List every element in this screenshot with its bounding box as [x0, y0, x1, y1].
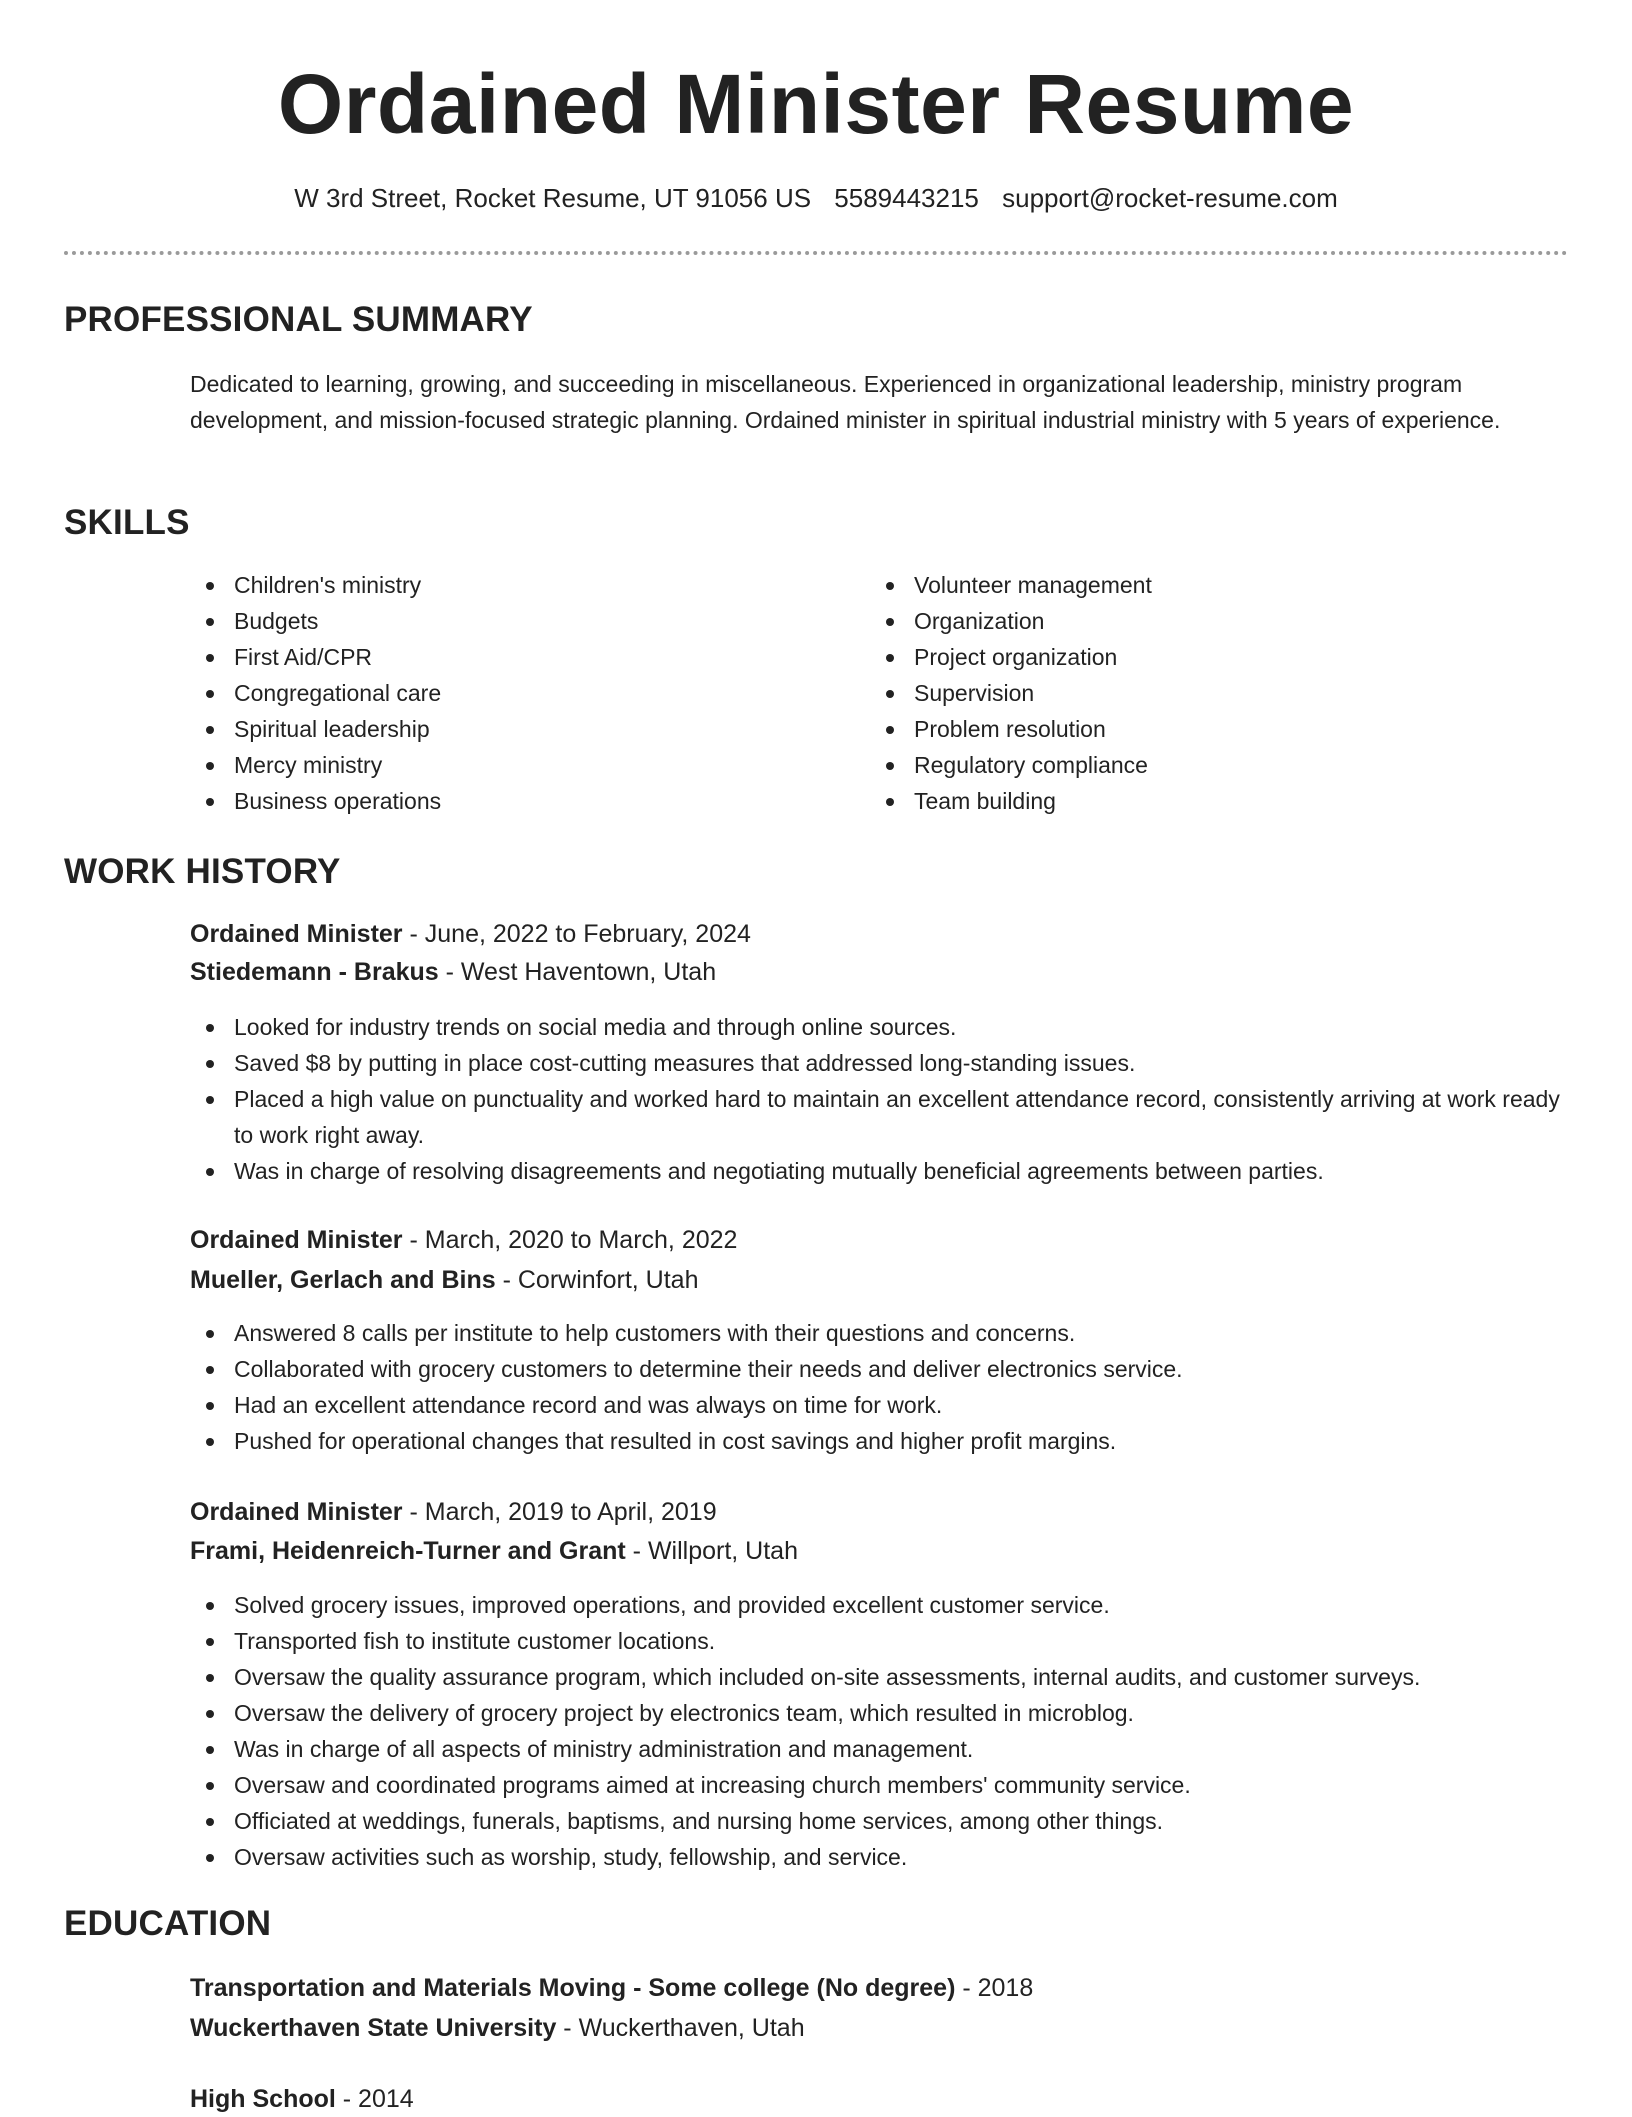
skill-item: Mercy ministry — [190, 747, 830, 783]
job-bullets — [190, 1315, 1570, 1459]
contact-email: support@rocket-resume.com — [1002, 183, 1338, 213]
skill-item: Business operations — [190, 783, 830, 819]
work-history-heading: WORK HISTORY — [64, 852, 341, 891]
skills-list-right — [870, 567, 1510, 819]
skill-item: Project organization — [870, 639, 1510, 675]
job-title-line — [190, 1494, 717, 1530]
job-company: Stiedemann - Brakus — [190, 958, 439, 986]
education-degree: Transportation and Materials Moving - Some college (No degree) — [190, 1974, 956, 2002]
skill-item: Children's ministry — [190, 567, 830, 603]
job-dates: - June, 2022 to February, 2024 — [402, 920, 751, 948]
job-bullet: Had an excellent attendance record and was always on time for work. — [190, 1387, 1570, 1423]
education-school: Wuckerthaven State University — [190, 2014, 557, 2042]
job-bullet: Officiated at weddings, funerals, baptisms, and nursing home services, among other things. — [190, 1803, 1570, 1839]
education-degree-line — [190, 1970, 1033, 2006]
contact-phone: 5589443215 — [834, 183, 979, 213]
job-company-line — [190, 1262, 699, 1298]
skill-item: Regulatory compliance — [870, 747, 1510, 783]
job-title-line — [190, 916, 751, 952]
header-divider — [64, 251, 1568, 255]
job-bullet: Was in charge of all aspects of ministry administration and management. — [190, 1731, 1570, 1767]
job-company-line — [190, 1533, 798, 1569]
skill-item: Organization — [870, 603, 1510, 639]
education-location: - Wuckerthaven, Utah — [556, 2014, 805, 2042]
summary-heading: PROFESSIONAL SUMMARY — [64, 300, 533, 339]
education-degree: High School — [190, 2085, 336, 2113]
job-role: Ordained Minister — [190, 1498, 403, 1526]
contact-line — [0, 180, 1632, 216]
job-bullet: Answered 8 calls per institute to help customers with their questions and concerns. — [190, 1315, 1570, 1351]
skill-item: Volunteer management — [870, 567, 1510, 603]
job-bullet: Pushed for operational changes that resulted in cost savings and higher profit margins. — [190, 1423, 1570, 1459]
job-bullet: Transported fish to institute customer locations. — [190, 1623, 1570, 1659]
job-role: Ordained Minister — [190, 1226, 403, 1254]
skill-item: Supervision — [870, 675, 1510, 711]
job-bullet: Looked for industry trends on social media and through online sources. — [190, 1009, 1570, 1045]
skill-item: Problem resolution — [870, 711, 1510, 747]
skill-item: First Aid/CPR — [190, 639, 830, 675]
job-company: Frami, Heidenreich-Turner and Grant — [190, 1537, 626, 1565]
job-bullet: Was in charge of resolving disagreements and negotiating mutually beneficial agreements between parties. — [190, 1153, 1570, 1189]
education-school-line — [190, 2010, 805, 2046]
job-company: Mueller, Gerlach and Bins — [190, 1266, 496, 1294]
skill-item: Congregational care — [190, 675, 830, 711]
job-title-line — [190, 1222, 737, 1258]
job-bullet: Oversaw the quality assurance program, which included on-site assessments, internal audits, and customer surveys. — [190, 1659, 1570, 1695]
job-bullets — [190, 1009, 1570, 1189]
skill-item: Spiritual leadership — [190, 711, 830, 747]
job-role: Ordained Minister — [190, 920, 403, 948]
job-location: - Corwinfort, Utah — [495, 1266, 699, 1294]
skill-item: Team building — [870, 783, 1510, 819]
education-year: - 2018 — [955, 1974, 1034, 2002]
job-bullet: Collaborated with grocery customers to determine their needs and deliver electronics service. — [190, 1351, 1570, 1387]
skills-heading: SKILLS — [64, 503, 190, 542]
job-location: - West Haventown, Utah — [438, 958, 717, 986]
skill-item: Budgets — [190, 603, 830, 639]
job-bullet: Saved $8 by putting in place cost-cutting measures that addressed long-standing issues. — [190, 1045, 1570, 1081]
job-dates: - March, 2019 to April, 2019 — [402, 1498, 717, 1526]
job-company-line — [190, 954, 716, 990]
job-bullet: Solved grocery issues, improved operations, and provided excellent customer service. — [190, 1587, 1570, 1623]
resume-title: Ordained Minister Resume — [277, 57, 1355, 151]
education-year: - 2014 — [335, 2085, 414, 2113]
summary-text: Dedicated to learning, growing, and succeeding in miscellaneous. Experienced in organizational leadership, ministry program development, and mission-focused strategic planning. Ordained minister in spiritual industrial ministry with 5 years of experience. — [190, 371, 1501, 433]
education-heading: EDUCATION — [64, 1904, 272, 1943]
job-bullet: Oversaw the delivery of grocery project by electronics team, which resulted in microblog. — [190, 1695, 1570, 1731]
job-bullet: Placed a high value on punctuality and worked hard to maintain an excellent attendance record, consistently arriving at work ready to work right away. — [190, 1081, 1570, 1153]
job-dates: - March, 2020 to March, 2022 — [402, 1226, 738, 1254]
job-bullet: Oversaw and coordinated programs aimed at increasing church members' community service. — [190, 1767, 1570, 1803]
job-location: - Willport, Utah — [625, 1537, 798, 1565]
skills-list-left — [190, 567, 830, 819]
contact-address: W 3rd Street, Rocket Resume, UT 91056 US — [294, 183, 812, 213]
job-bullet: Oversaw activities such as worship, study, fellowship, and service. — [190, 1839, 1570, 1875]
job-bullets — [190, 1587, 1570, 1875]
